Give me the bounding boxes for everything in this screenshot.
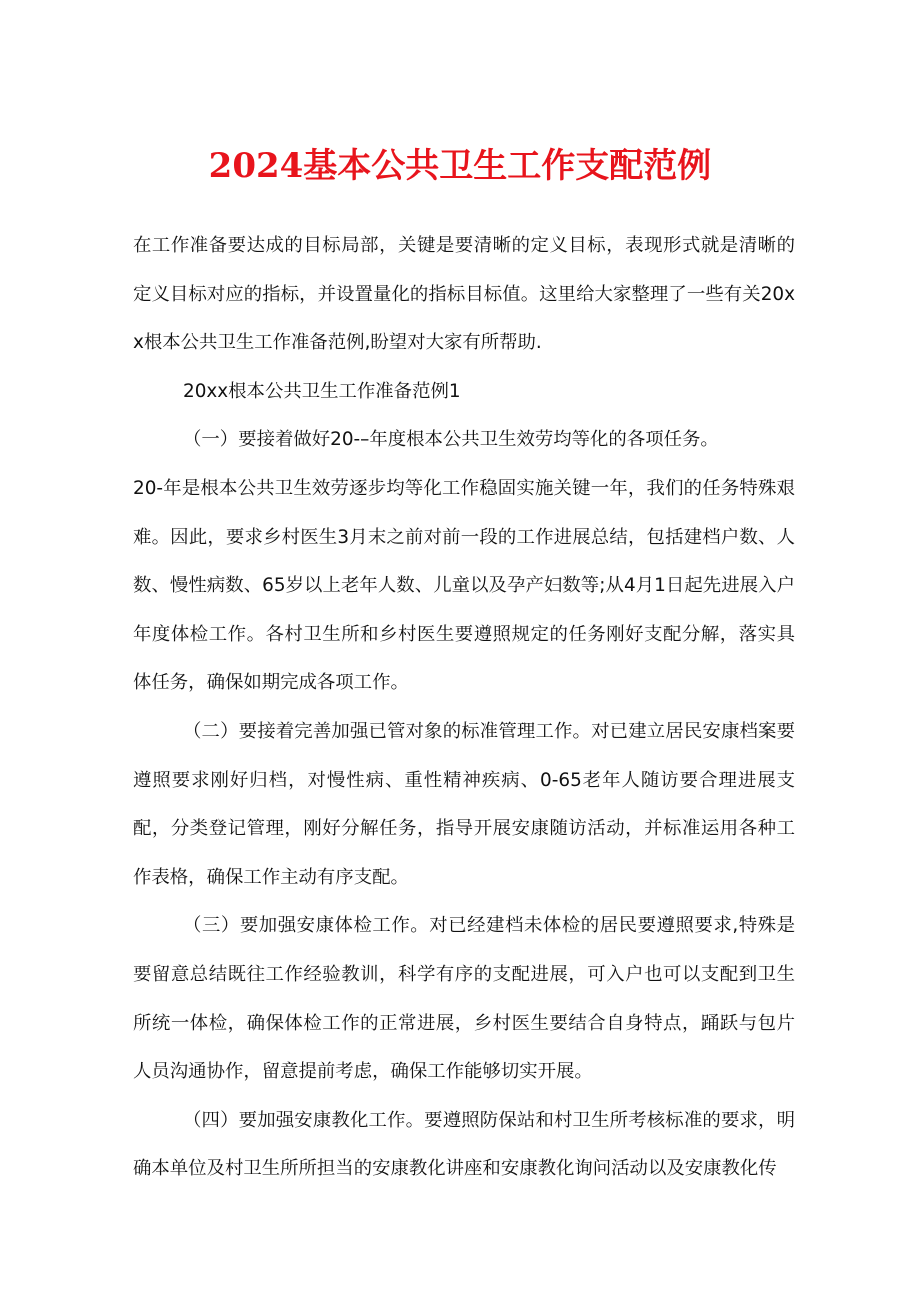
section-heading: 20xx根本公共卫生工作准备范例1 bbox=[183, 380, 461, 402]
intro-paragraph: 在工作准备要达成的目标局部，关键是要清晰的定义目标，表现形式就是清晰的定义目标对应的指标，并设置量化的指标目标值。这里给大家整理了一些有关20xx根本公共卫生工作准备范例,盼望对大家有所帮助. bbox=[133, 235, 795, 354]
document-body bbox=[133, 222, 795, 1194]
item2-paragraph: （二）要接着完善加强已管对象的标准管理工作。对已建立居民安康档案要遵照要求刚好归档，对慢性病、重性精神疾病、0-65老年人随访要合理进展支配，分类登记管理，刚好分解任务，指导开展安康随访活动，并标准运用各种工作表格，确保工作主动有序支配。 bbox=[133, 720, 795, 888]
item4-paragraph: （四）要加强安康教化工作。要遵照防保站和村卫生所考核标准的要求，明确本单位及村卫生所所担当的安康教化讲座和安康教化询问活动以及安康教化传 bbox=[133, 1109, 795, 1180]
item1-body: 20-年是根本公共卫生效劳逐步均等化工作稳固实施关键一年，我们的任务特殊艰难。因此，要求乡村医生3月末之前对前一段的工作进展总结，包括建档户数、人数、慢性病数、65岁以上老年人数、儿童以及孕产妇数等;从4月1日起先进展入户年度体检工作。各村卫生所和乡村医生要遵照规定的任务刚好支配分解，落实具体任务，确保如期完成各项工作。 bbox=[133, 477, 795, 694]
document-title: 2024基本公共卫生工作支配范例 bbox=[208, 146, 712, 186]
item3-paragraph: （三）要加强安康体检工作。对已经建档未体检的居民要遵照要求,特殊是要留意总结既往工作经验教训，科学有序的支配进展，可入户也可以支配到卫生所统一体检，确保体检工作的正常进展，乡村医生要结合自身特点，踊跃与包片人员沟通协作，留意提前考虑，确保工作能够切实开展。 bbox=[133, 915, 795, 1083]
item1-heading: （一）要接着做好20-–年度根本公共卫生效劳均等化的各项任务。 bbox=[183, 429, 719, 451]
